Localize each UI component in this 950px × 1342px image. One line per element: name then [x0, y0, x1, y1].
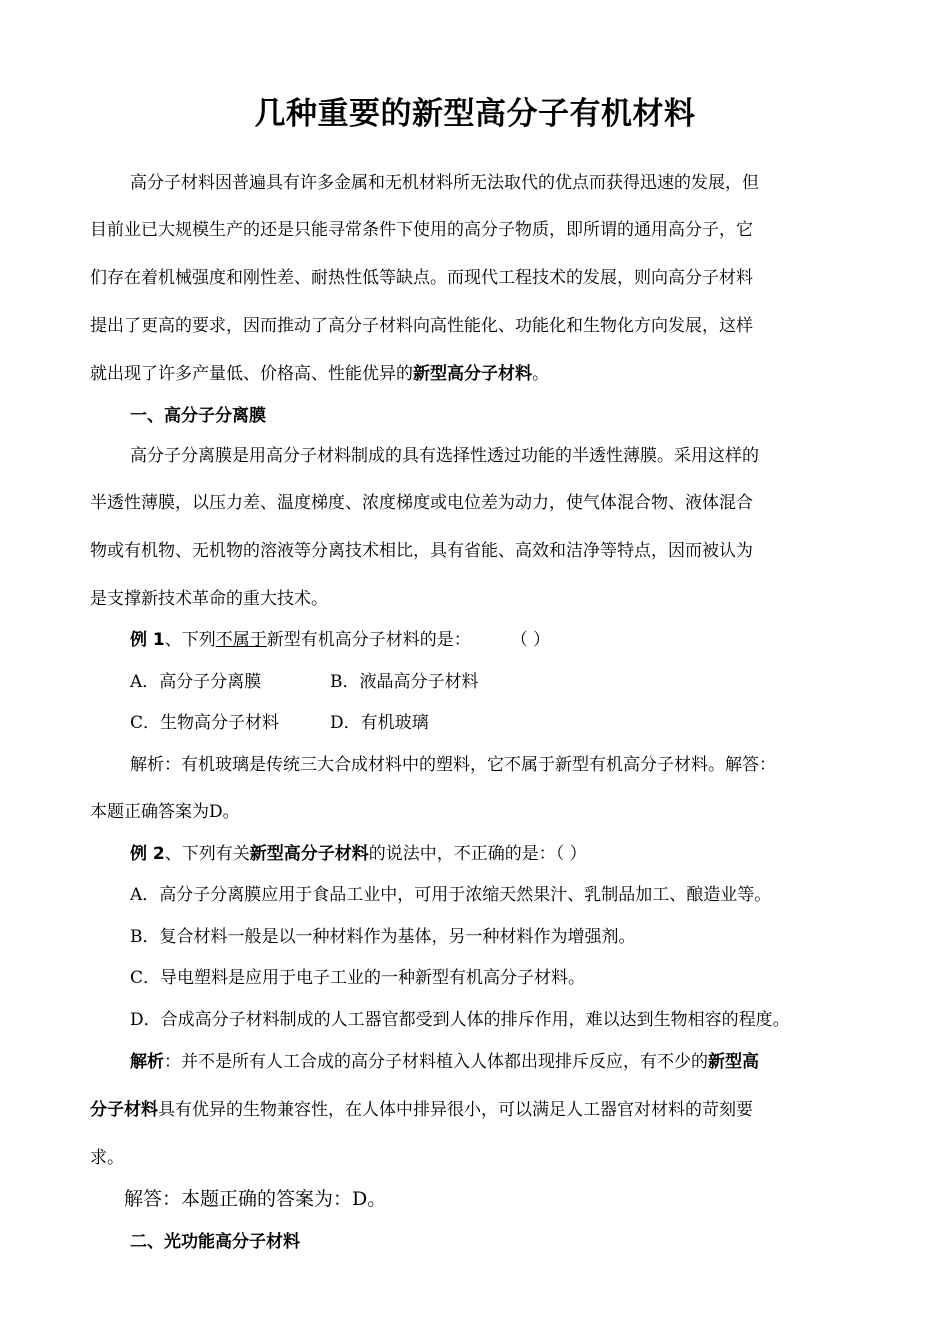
example2-option-d: D．合成高分子材料制成的人工器官都受到人体的排斥作用，难以达到生物相容的程度。 [130, 1010, 790, 1030]
example2-label: 例 2 [130, 844, 165, 864]
intro-line-4: 提出了更高的要求，因而推动了高分子材料向高性能化、功能化和生物化方向发展，这样 [90, 316, 753, 336]
analysis-label: 解析 [130, 1052, 164, 1072]
example1-q-text-a: 、下列 [164, 630, 216, 650]
example2-option-a: A．高分子分离膜应用于食品工业中，可用于浓缩天然果汁、乳制品加工、酿造业等。 [130, 885, 772, 905]
intro-text: 就出现了许多产量低、价格高、性能优异的 [90, 364, 413, 384]
answer-parentheses: （ ） [510, 630, 551, 650]
section-heading-1: 一、高分子分离膜 [130, 406, 266, 426]
example2-analysis-3: 求。 [90, 1148, 124, 1168]
analysis-text: ：并不是所有人工合成的高分子材料植入人体都出现排斥反应，有不少的 [164, 1052, 708, 1072]
intro-line-5 [90, 362, 549, 386]
bold-term: 新型高 [708, 1052, 759, 1072]
section1-line-2: 半透性薄膜，以压力差、温度梯度、浓度梯度或电位差为动力，使气体混合物、液体混合 [90, 493, 753, 513]
bold-term: 新型高分子材料 [413, 364, 532, 384]
section-heading-2: 二、光功能高分子材料 [130, 1232, 300, 1252]
intro-line-1: 高分子材料因普遍具有许多金属和无机材料所无法取代的优点而获得迅速的发展，但 [130, 173, 759, 193]
underlined-phrase: 不属于 [215, 630, 267, 650]
section1-line-4: 是支撑新技术革命的重大技术。 [90, 589, 328, 609]
intro-end: 。 [532, 364, 549, 384]
example1-q-text-b: 新型有机高分子材料的是： [266, 630, 471, 650]
example2-analysis-1 [130, 1050, 759, 1074]
example2-q-text-c: 的说法中，不正确的是：（ ） [368, 844, 587, 864]
bold-term: 新型高分子材料 [249, 844, 369, 864]
section1-line-3: 物或有机物、无机物的溶液等分离技术相比，具有省能、高效和洁净等特点，因而被认为 [90, 541, 753, 561]
example2-analysis-2 [90, 1098, 753, 1122]
example2-q-text-a: 、下列有关 [164, 844, 250, 864]
example1-options-row-2 [130, 711, 429, 735]
example1-options-row-1 [130, 670, 479, 694]
example2-option-c: C．导电塑料是应用于电子工业的一种新型有机高分子材料。 [130, 968, 586, 988]
intro-line-3: 们存在着机械强度和刚性差、耐热性低等缺点。而现代工程技术的发展，则向高分子材料 [90, 268, 753, 288]
example1-analysis-1: 解析：有机玻璃是传统三大合成材料中的塑料，它不属于新型有机高分子材料。解答： [130, 755, 776, 775]
example2-option-b: B．复合材料一般是以一种材料作为基体，另一种材料作为增强剂。 [130, 927, 636, 947]
bold-term: 分子材料 [90, 1100, 158, 1120]
option-d: D．有机玻璃 [330, 713, 429, 733]
section1-line-1: 高分子分离膜是用高分子材料制成的具有选择性透过功能的半透性薄膜。采用这样的 [130, 446, 759, 466]
option-a: A．高分子分离膜 [130, 672, 262, 692]
analysis-text: 具有优异的生物兼容性，在人体中排异很小，可以满足人工器官对材料的苛刻要 [158, 1100, 753, 1120]
example2-answer: 解答：本题正确的答案为：D。 [124, 1188, 387, 1210]
option-c: C．生物高分子材料 [130, 713, 280, 733]
example1-question [130, 628, 550, 652]
example2-question [130, 842, 587, 866]
example1-label: 例 1 [130, 630, 165, 650]
document-title: 几种重要的新型高分子有机材料 [254, 96, 696, 132]
example1-analysis-2: 本题正确答案为D。 [90, 802, 240, 822]
intro-line-2: 目前业已大规模生产的还是只能寻常条件下使用的高分子物质，即所谓的通用高分子，它 [90, 220, 753, 240]
option-b: B．液晶高分子材料 [330, 672, 479, 692]
